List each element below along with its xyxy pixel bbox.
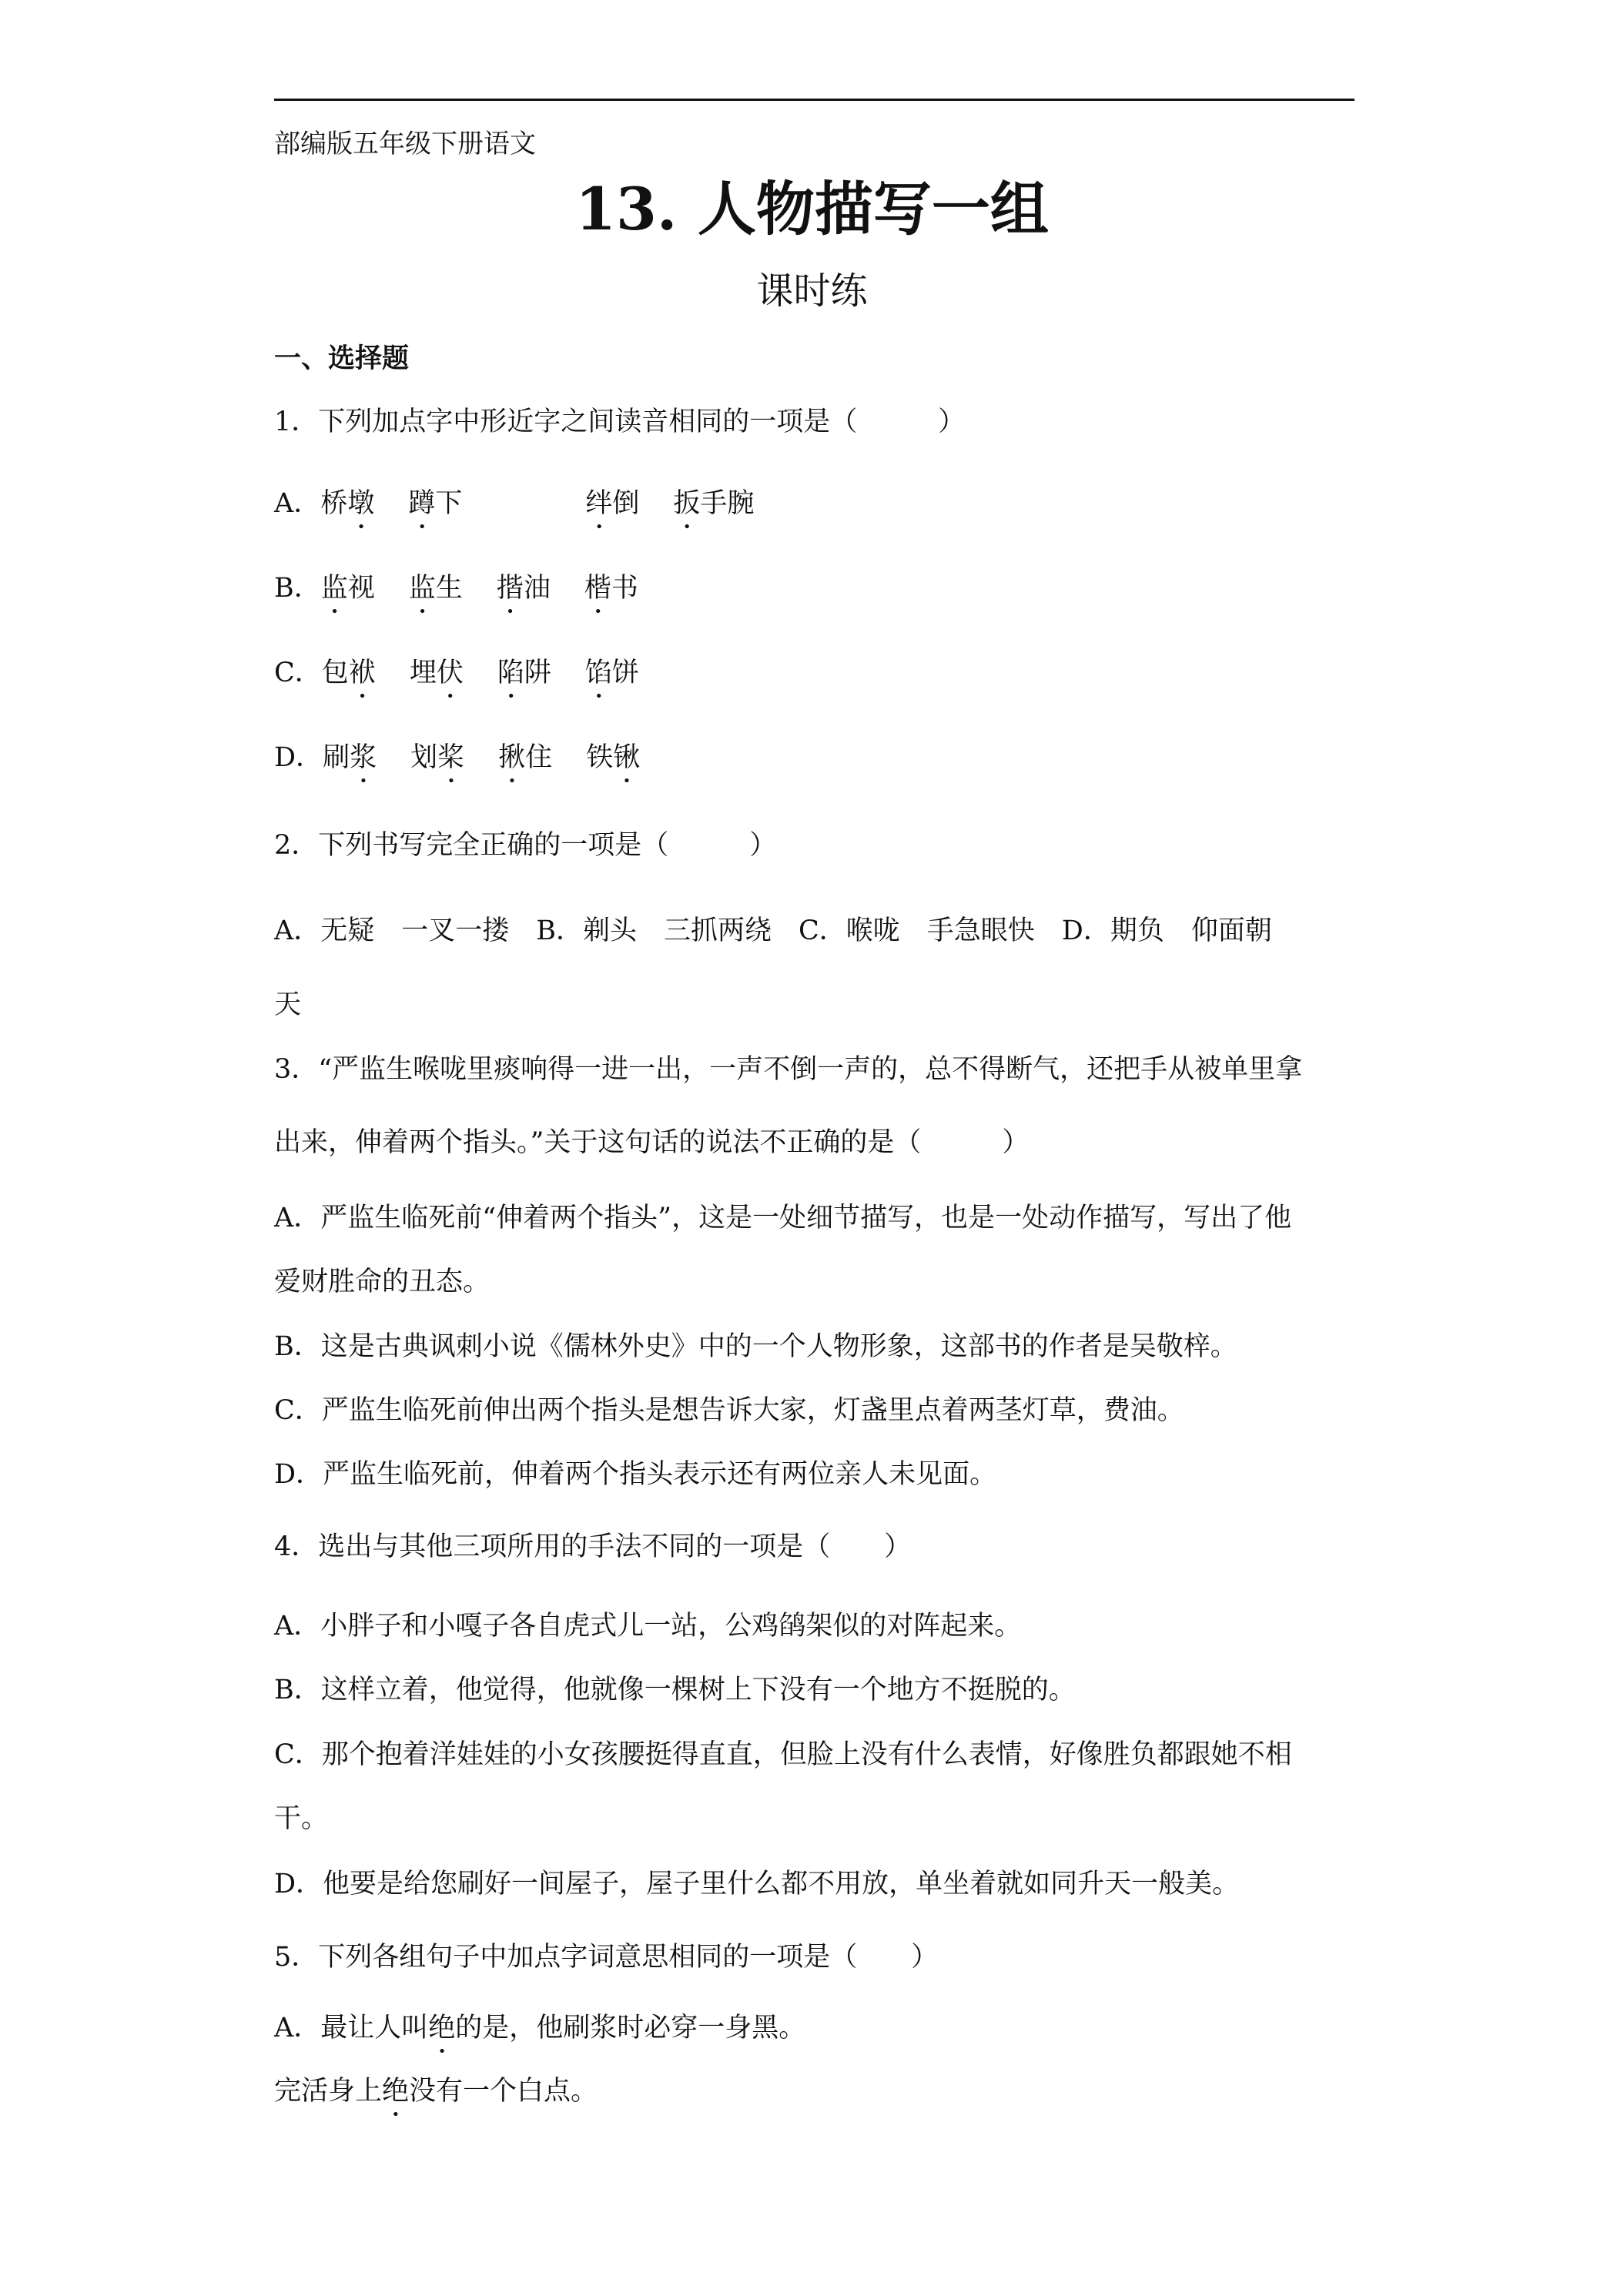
q2-stem: 2．下列书写完全正确的一项是（ ） bbox=[274, 830, 777, 861]
document-header: 部编版五年级下册语文 bbox=[274, 129, 536, 159]
q4-option-c-cont: 干。 bbox=[274, 1803, 329, 1834]
word: 铁锹 bbox=[586, 742, 641, 773]
word: 监生 bbox=[408, 573, 463, 604]
q4-option-c: C．那个抱着洋娃娃的小女孩腰挺得直直，但脸上没有什么表情，好像胜负都跟她不相 bbox=[274, 1739, 1292, 1770]
word: 绊倒 bbox=[585, 488, 640, 519]
q3-option-a-cont: 爱财胜命的丑态。 bbox=[274, 1267, 491, 1297]
section-heading: 一、选择题 bbox=[274, 343, 410, 374]
q1-option-a: A．桥墩 蹲下 绊倒 扳手腕 bbox=[274, 488, 755, 519]
q4-option-b: B．这样立着，他觉得，他就像一棵树上下没有一个地方不挺脱的。 bbox=[274, 1675, 1076, 1705]
header-rule bbox=[274, 99, 1354, 101]
page-title: 13. 人物描写一组 bbox=[575, 175, 1049, 243]
q2-options: A．无疑 一叉一搂 B．剃头 三抓两绕 C．喉咙 手急眼快 D．期负 仰面朝 bbox=[274, 915, 1272, 946]
q4-stem: 4．选出与其他三项所用的手法不同的一项是（ ） bbox=[274, 1531, 912, 1562]
word: 蹲下 bbox=[408, 488, 463, 519]
q3-stem-cont: 出来，伸着两个指头。”关于这句话的说法不正确的是（ ） bbox=[274, 1127, 1030, 1158]
word: 埋伏 bbox=[409, 658, 464, 688]
q5-option-a: A．最让人叫绝的是，他刷浆时必穿一身黑。 bbox=[274, 2013, 806, 2043]
q1-option-d: D．刷浆 划桨 揪住 铁锹 bbox=[274, 742, 641, 773]
word: 包袱 bbox=[321, 658, 376, 688]
q5-option-a-cont: 完活身上绝没有一个白点。 bbox=[274, 2076, 598, 2107]
q3-option-c: C．严监生临死前伸出两个指头是想告诉大家，灯盏里点着两茎灯草，费油。 bbox=[274, 1395, 1184, 1426]
word: 桥墩 bbox=[320, 488, 375, 519]
word: 馅饼 bbox=[584, 658, 639, 688]
q1-option-b: B．监视 监生 揩油 楷书 bbox=[274, 573, 638, 604]
word: 划桨 bbox=[410, 742, 465, 773]
page-subtitle: 课时练 bbox=[756, 269, 868, 313]
q3-option-d: D．严监生临死前，伸着两个指头表示还有两位亲人未见面。 bbox=[274, 1459, 997, 1490]
word: 揪住 bbox=[498, 742, 553, 773]
q1-stem: 1．下列加点字中形近字之间读音相同的一项是（ ） bbox=[274, 407, 966, 437]
q3-option-a: A．严监生临死前“伸着两个指头”，这是一处细节描写，也是一处动作描写，写出了他 bbox=[274, 1203, 1292, 1233]
q4-option-d: D．他要是给您刷好一间屋子，屋子里什么都不用放，单坐着就如同升天一般美。 bbox=[274, 1869, 1240, 1899]
word: 陷阱 bbox=[497, 658, 551, 688]
word: 监视 bbox=[320, 573, 375, 604]
q2-options-cont: 天 bbox=[274, 989, 302, 1020]
word: 刷浆 bbox=[323, 742, 377, 773]
word: 揩油 bbox=[496, 573, 551, 604]
word: 楷书 bbox=[584, 573, 638, 604]
q5-stem: 5．下列各组句子中加点字词意思相同的一项是（ ） bbox=[274, 1942, 939, 1973]
q4-option-a: A．小胖子和小嘎子各自虎式儿一站，公鸡鹐架似的对阵起来。 bbox=[274, 1611, 1022, 1642]
word: 扳手腕 bbox=[673, 488, 755, 519]
q1-option-c: C．包袱 埋伏 陷阱 馅饼 bbox=[274, 658, 639, 688]
q3-stem: 3．“严监生喉咙里痰响得一进一出，一声不倒一声的，总不得断气，还把手从被单里拿 bbox=[274, 1054, 1303, 1085]
q3-option-b: B．这是古典讽刺小说《儒林外史》中的一个人物形象，这部书的作者是吴敬梓。 bbox=[274, 1331, 1237, 1362]
